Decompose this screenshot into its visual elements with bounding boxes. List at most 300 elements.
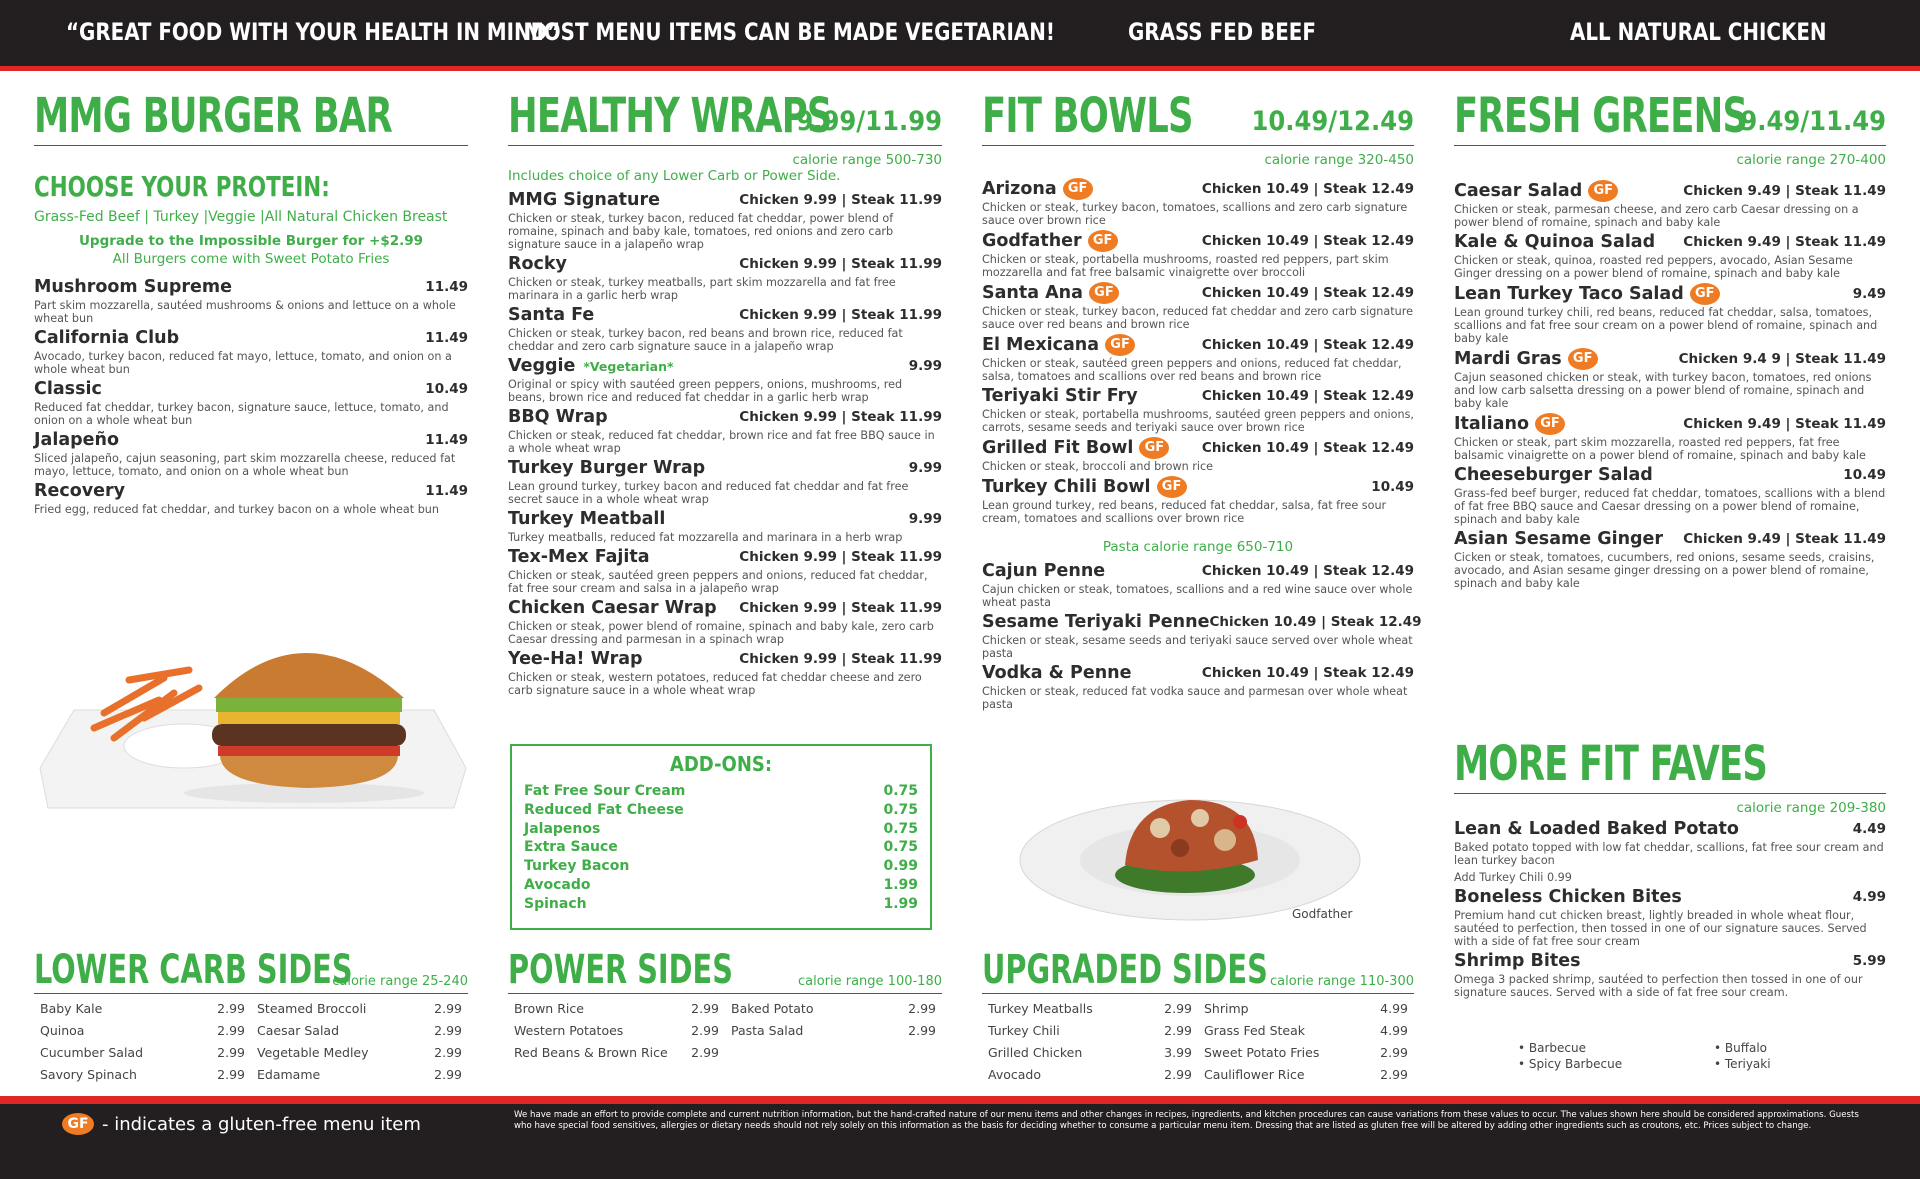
side-item xyxy=(40,1020,245,1042)
side-item xyxy=(1204,1064,1408,1086)
menu-item-price: 11.49 xyxy=(425,483,468,499)
side-item xyxy=(988,1020,1192,1042)
menu-item xyxy=(508,509,942,544)
addon-row xyxy=(524,782,918,801)
side-name: Quinoa xyxy=(40,1023,85,1038)
menu-item-row xyxy=(1454,232,1886,253)
side-price: 4.99 xyxy=(1380,1001,1408,1016)
greens-section xyxy=(1454,88,1886,590)
godfather-bowl-photo xyxy=(1010,770,1390,930)
section-price: 9.99/11.99 xyxy=(796,106,942,137)
menu-item xyxy=(982,386,1414,434)
side-item xyxy=(1204,1042,1408,1064)
section-title: HEALTHY WRAPS xyxy=(508,88,832,144)
menu-item xyxy=(1454,529,1886,590)
menu-item-title: Asian Sesame Ginger xyxy=(1454,529,1664,549)
menu-item-row xyxy=(982,334,1414,356)
pasta-calorie-range: Pasta calorie range 650-710 xyxy=(1102,539,1294,555)
menu-item-price: Chicken 9.49 | Steak 11.49 xyxy=(1683,415,1886,432)
protein-options: Grass-Fed Beef | Turkey |Veggie |All Natural Chicken Breast xyxy=(34,209,448,225)
menu-item-description: Lean ground turkey chili, red beans, reduced fat cheddar, salsa, tomatoes, scallions and fat free sour cream on a power blend of romaine, spinach and baby kale xyxy=(1454,306,1878,345)
menu-item-name xyxy=(982,334,1135,356)
menu-item-description: Chicken or steak, turkey bacon, reduced fat cheddar and zero carb signature sauce over red beans and brown rice xyxy=(982,305,1413,331)
side-name: Western Potatoes xyxy=(514,1023,624,1038)
menu-item-description: Reduced fat cheddar, turkey bacon, signature sauce, lettuce, tomato, and onion on a whole wheat bun xyxy=(34,401,449,427)
menu-item-row xyxy=(1454,413,1886,435)
sides-column xyxy=(251,998,468,1086)
side-price: 4.99 xyxy=(1380,1023,1408,1038)
side-name: Savory Spinach xyxy=(40,1067,137,1082)
addon-name: Avocado xyxy=(524,876,591,893)
side-price: 2.99 xyxy=(691,1023,719,1038)
menu-item-row xyxy=(1454,887,1886,908)
addons-title: ADD-ONS: xyxy=(669,752,773,776)
menu-item xyxy=(1454,232,1886,280)
addon-price: 0.75 xyxy=(883,839,918,856)
menu-item-title: El Mexicana xyxy=(982,334,1100,355)
side-item xyxy=(40,1064,245,1086)
menu-item-title: BBQ Wrap xyxy=(508,407,608,427)
side-name: Avocado xyxy=(988,1067,1041,1082)
addon-price: 1.99 xyxy=(883,895,918,912)
side-name: Grilled Chicken xyxy=(988,1045,1083,1060)
menu-item-row xyxy=(508,190,942,211)
power-sides-section xyxy=(508,946,942,1064)
menu-item-price: Chicken 9.99 | Steak 11.99 xyxy=(739,600,942,616)
menu-item-row xyxy=(508,458,942,479)
menu-item-name xyxy=(982,612,1209,633)
menu-item-price: Chicken 9.99 | Steak 11.99 xyxy=(739,549,942,565)
menu-item-title: Boneless Chicken Bites xyxy=(1454,887,1682,907)
menu-item-row xyxy=(982,230,1414,252)
menu-item-name xyxy=(1454,180,1618,202)
menu-item-title: Italiano xyxy=(1454,413,1529,434)
sauce-list-left xyxy=(1518,1040,1622,1072)
menu-item-name xyxy=(508,547,650,568)
side-name: Pasta Salad xyxy=(731,1023,804,1038)
menu-item-row xyxy=(34,481,468,502)
side-name: Edamame xyxy=(257,1067,321,1082)
side-price: 2.99 xyxy=(434,1045,462,1060)
menu-item xyxy=(1454,180,1886,229)
menu-item-title: Lean Turkey Taco Salad xyxy=(1454,283,1684,304)
top-banner xyxy=(0,0,1920,71)
calorie-range: calorie range 100-180 xyxy=(797,974,942,989)
side-name: Red Beans & Brown Rice xyxy=(514,1045,668,1060)
gluten-free-badge-icon: GF xyxy=(1535,413,1565,435)
side-name: Brown Rice xyxy=(514,1001,584,1016)
menu-item-price: 9.99 xyxy=(908,460,942,476)
menu-item-name xyxy=(34,481,125,502)
menu-item-description: Omega 3 packed shrimp, sautéed to perfection then tossed in one of our signature sauces. Served with a side of fat free sour cream. xyxy=(1454,973,1863,999)
gluten-free-badge-icon: GF xyxy=(1157,476,1187,498)
addons-list xyxy=(524,782,918,914)
side-item xyxy=(988,998,1192,1020)
side-price: 2.99 xyxy=(1164,1001,1192,1016)
gf-legend xyxy=(62,1111,421,1137)
menu-item-row xyxy=(508,305,942,326)
tagline-chicken: ALL NATURAL CHICKEN xyxy=(1570,18,1827,46)
menu-item-title: Teriyaki Stir Fry xyxy=(982,386,1138,406)
menu-item-title: California Club xyxy=(34,328,180,348)
menu-item-row xyxy=(34,430,468,451)
gluten-free-badge-icon: GF xyxy=(1139,437,1169,459)
menu-item xyxy=(508,547,942,595)
menu-item-name xyxy=(1454,951,1581,972)
menu-item-name xyxy=(34,277,232,298)
side-price: 2.99 xyxy=(1380,1045,1408,1060)
sauce-option: • Buffalo xyxy=(1714,1041,1768,1055)
menu-item-price: 10.49 xyxy=(425,381,468,397)
menu-item xyxy=(508,407,942,455)
side-item xyxy=(257,1064,462,1086)
calorie-range: calorie range 25-240 xyxy=(332,974,468,989)
addon-row xyxy=(524,895,918,914)
menu-item xyxy=(982,437,1414,473)
menu-item-row xyxy=(1454,283,1886,305)
side-name: Shrimp xyxy=(1204,1001,1249,1016)
sauce-option: • Spicy Barbecue xyxy=(1518,1057,1623,1071)
menu-item xyxy=(982,178,1414,227)
menu-item-price: 9.49 xyxy=(1852,285,1886,302)
photo-caption: Godfather xyxy=(1292,907,1353,921)
menu-item-title: Grilled Fit Bowl xyxy=(982,437,1134,458)
menu-item-name xyxy=(508,509,665,530)
menu-item xyxy=(34,430,468,478)
menu-item-description: Chicken or steak, turkey bacon, red beans and brown rice, reduced fat cheddar and zero carb signature sauce in a jalapeño wrap xyxy=(508,327,903,353)
menu-item-title: Turkey Meatball xyxy=(508,509,666,529)
menu-item xyxy=(982,663,1414,711)
side-item xyxy=(1204,998,1408,1020)
menu-item-title: Chicken Caesar Wrap xyxy=(508,598,717,618)
menu-item-name xyxy=(34,430,119,451)
side-item xyxy=(731,1020,936,1042)
menu-item-title: Veggie xyxy=(508,356,576,376)
section-title: POWER SIDES xyxy=(508,947,733,993)
addon-row xyxy=(524,801,918,820)
menu-item xyxy=(508,305,942,353)
menu-item-row xyxy=(508,649,942,670)
fit-faves-list xyxy=(1454,819,1886,999)
menu-item-price: 11.49 xyxy=(425,279,468,295)
menu-item-name xyxy=(508,254,567,275)
menu-item xyxy=(508,356,942,404)
menu-item xyxy=(508,598,942,646)
sides-column xyxy=(34,998,251,1086)
menu-item-row xyxy=(508,407,942,428)
section-title: FRESH GREENS xyxy=(1454,88,1748,144)
menu-item-title: MMG Signature xyxy=(508,190,661,210)
menu-item-row xyxy=(982,612,1422,633)
menu-item-description: Chicken or steak, western potatoes, reduced fat cheddar cheese and zero carb signature sauce in a whole wheat wrap xyxy=(508,671,922,697)
menu-item-description: Part skim mozzarella, sautéed mushrooms & onions and lettuce on a whole wheat bun xyxy=(34,299,456,325)
menu-item-row xyxy=(982,386,1414,407)
section-title: LOWER CARB SIDES xyxy=(34,947,353,993)
menu-item-name xyxy=(1454,819,1739,840)
menu-item-price: Chicken 9.99 | Steak 11.99 xyxy=(739,256,942,272)
side-item xyxy=(514,1020,719,1042)
menu-item-name xyxy=(508,458,705,479)
burger-list xyxy=(34,277,468,516)
menu-item xyxy=(1454,413,1886,462)
addon-row xyxy=(524,876,918,895)
addon-name: Spinach xyxy=(524,895,587,912)
menu-item-row xyxy=(508,547,942,568)
gluten-free-badge-icon: GF xyxy=(1089,282,1119,304)
side-name: Caesar Salad xyxy=(257,1023,340,1038)
pasta-list xyxy=(982,561,1422,711)
footer-bar xyxy=(0,1096,1920,1179)
menu-item xyxy=(982,612,1422,660)
burger-photo xyxy=(34,618,470,818)
menu-item-description: Chicken or steak, broccoli and brown rice xyxy=(982,460,1213,473)
menu-item-row xyxy=(982,437,1414,459)
menu-item-row xyxy=(508,509,942,530)
sides-column xyxy=(982,998,1198,1086)
side-name: Baked Potato xyxy=(731,1001,814,1016)
menu-item-row xyxy=(34,277,468,298)
menu-item-price: Chicken 10.49 | Steak 12.49 xyxy=(1201,563,1414,579)
menu-item xyxy=(1454,465,1886,526)
side-name: Turkey Meatballs xyxy=(988,1001,1093,1016)
menu-item-price: 10.49 xyxy=(1371,478,1414,495)
menu-item-description: Chicken or steak, sesame seeds and teriyaki sauce served over whole wheat pasta xyxy=(982,634,1413,660)
gluten-free-badge-icon: GF xyxy=(1088,230,1118,252)
menu-item-name xyxy=(982,178,1093,200)
side-item xyxy=(40,998,245,1020)
menu-item-name xyxy=(982,282,1119,304)
side-price: 2.99 xyxy=(217,1023,245,1038)
menu-item-name xyxy=(508,598,717,619)
upgraded-sides-section xyxy=(982,946,1414,1086)
menu-item-row xyxy=(982,663,1414,684)
menu-item xyxy=(982,561,1414,609)
menu-item-name xyxy=(982,561,1105,582)
section-title: FIT BOWLS xyxy=(982,88,1193,144)
gluten-free-badge-icon: GF xyxy=(1105,334,1135,356)
addon-name: Fat Free Sour Cream xyxy=(524,783,686,799)
menu-item-description: Cajun seasoned chicken or steak, with turkey bacon, tomatoes, red onions and low carb salsetta dressing on a power blend of romaine, spinach and baby kale xyxy=(1454,371,1872,410)
menu-item-row xyxy=(508,356,942,377)
menu-item-description: Lean ground turkey, red beans, reduced fat cheddar, salsa, fat free sour cream, tomatoes and scallions over brown rice xyxy=(982,499,1387,525)
menu-item-price: Chicken 10.49 | Steak 12.49 xyxy=(1201,439,1414,456)
menu-item xyxy=(982,334,1414,383)
section-title: UPGRADED SIDES xyxy=(982,947,1268,993)
wraps-side-note: Includes choice of any Lower Carb or Power Side. xyxy=(508,168,841,184)
fit-faves-section xyxy=(1454,736,1886,999)
menu-item xyxy=(1454,887,1886,948)
menu-item-title: Jalapeño xyxy=(34,430,120,450)
menu-item-description: Chicken or steak, sautéed green peppers and onions, reduced fat cheddar, fat free sour cream and salsa in a jalapeño wrap xyxy=(508,569,928,595)
menu-item-row xyxy=(508,598,942,619)
wraps-section xyxy=(508,88,942,697)
menu-item-title: Lean & Loaded Baked Potato xyxy=(1454,819,1739,839)
addon-price: 0.99 xyxy=(883,858,918,875)
side-item xyxy=(257,1020,462,1042)
side-price: 2.99 xyxy=(434,1001,462,1016)
section-title: MORE FIT FAVES xyxy=(1454,736,1768,792)
menu-item-name xyxy=(508,356,674,377)
menu-item-title: Mushroom Supreme xyxy=(34,277,232,297)
menu-item-row xyxy=(34,379,468,400)
menu-item-row xyxy=(1454,951,1886,972)
side-name: Grass Fed Steak xyxy=(1204,1023,1306,1038)
addon-row xyxy=(524,857,918,876)
menu-item-title: Cajun Penne xyxy=(982,561,1106,581)
menu-item-name xyxy=(1454,283,1720,305)
menu-item-price: 5.99 xyxy=(1852,953,1886,969)
side-price: 2.99 xyxy=(217,1067,245,1082)
menu-item-price: Chicken 9.99 | Steak 11.99 xyxy=(739,651,942,667)
bowls-section xyxy=(982,88,1422,711)
menu-item-price: Chicken 10.49 | Steak 12.49 xyxy=(1201,180,1414,197)
menu-item-row xyxy=(1454,348,1886,370)
side-price: 2.99 xyxy=(908,1023,936,1038)
menu-item-name xyxy=(1454,529,1663,550)
menu-item xyxy=(34,277,468,325)
addon-price: 1.99 xyxy=(883,876,918,893)
tagline-health: “GREAT FOOD WITH YOUR HEALTH IN MIND” xyxy=(66,18,561,46)
menu-item-title: Tex-Mex Fajita xyxy=(508,547,650,567)
turkey-chili-addon-note: Add Turkey Chili 0.99 xyxy=(1454,871,1572,884)
menu-item-description: Premium hand cut chicken breast, lightly breaded in whole wheat flour, sautéed to perfection, then tossed in one of our signature sauces. Served with a side of fat free sour cream xyxy=(1454,909,1867,948)
side-price: 2.99 xyxy=(434,1023,462,1038)
wraps-list xyxy=(508,190,942,697)
lower-carb-sides-section xyxy=(34,946,468,1086)
section-price: 9.49/11.49 xyxy=(1740,106,1886,137)
menu-item-price: Chicken 9.49 | Steak 11.49 xyxy=(1683,234,1886,250)
menu-item-title: Godfather xyxy=(982,230,1082,251)
menu-item-description: Chicken or steak, turkey meatballs, part skim mozzarella and fat free marinara in a garlic herb wrap xyxy=(508,276,896,302)
gf-legend-text: - indicates a gluten-free menu item xyxy=(102,1113,421,1135)
sauce-list-right xyxy=(1714,1040,1771,1072)
side-item xyxy=(1204,1020,1408,1042)
menu-item-description: Cajun chicken or steak, tomatoes, scallions and a red wine sauce over whole wheat pasta xyxy=(982,583,1413,609)
menu-item-price: Chicken 10.49 | Steak 12.49 xyxy=(1201,284,1414,301)
menu-item xyxy=(1454,819,1886,867)
menu-item-price: 11.49 xyxy=(425,432,468,448)
menu-item-title: Rocky xyxy=(508,254,567,274)
menu-item-title: Santa Fe xyxy=(508,305,595,325)
side-price: 2.99 xyxy=(1164,1023,1192,1038)
menu-item xyxy=(508,649,942,697)
menu-item xyxy=(34,481,468,516)
menu-item-title: Turkey Chili Bowl xyxy=(982,476,1151,497)
menu-item-title: Classic xyxy=(34,379,102,399)
menu-item-price: 9.99 xyxy=(908,511,942,527)
side-price: 2.99 xyxy=(1164,1067,1192,1082)
menu-item xyxy=(508,254,942,302)
gluten-free-badge-icon: GF xyxy=(1568,348,1598,370)
menu-item-title: Shrimp Bites xyxy=(1454,951,1581,971)
addon-price: 0.75 xyxy=(883,801,918,818)
menu-item-price: Chicken 10.49 | Steak 12.49 xyxy=(1201,336,1414,353)
side-name: Cucumber Salad xyxy=(40,1045,144,1060)
menu-item-description: Chicken or steak, reduced fat vodka sauce and parmesan over whole wheat pasta xyxy=(982,685,1408,711)
menu-item-name xyxy=(508,649,643,670)
addon-name: Extra Sauce xyxy=(524,839,618,856)
menu-item-description: Chicken or steak, portabella mushrooms, roasted red peppers, part skim mozzarella and fat free balsamic vinaigrette over broccoli xyxy=(982,253,1389,279)
greens-list xyxy=(1454,180,1886,590)
menu-item-name xyxy=(508,407,608,428)
side-item xyxy=(257,998,462,1020)
tagline-vegetarian: MOST MENU ITEMS CAN BE MADE VEGETARIAN! xyxy=(524,18,1055,46)
addons-box xyxy=(510,744,932,930)
menu-item xyxy=(982,230,1414,279)
menu-item-description: Cicken or steak, tomatoes, cucumbers, red onions, sesame seeds, craisins, avocado, and Asian sesame ginger dressing on a power blend of romaine, spinach and baby kale xyxy=(1454,551,1875,590)
menu-item-name xyxy=(1454,413,1565,435)
fries-note: All Burgers come with Sweet Potato Fries xyxy=(112,251,390,267)
menu-item-name xyxy=(1454,465,1653,486)
calorie-range: calorie range 320-450 xyxy=(1264,152,1414,168)
menu-item-description: Turkey meatballs, reduced fat mozzarella and marinara in a herb wrap xyxy=(508,531,903,544)
addon-row xyxy=(524,838,918,857)
menu-item-name xyxy=(982,386,1138,407)
menu-item-price: Chicken 10.49 | Steak 12.49 xyxy=(1201,665,1414,681)
menu-item xyxy=(1454,951,1886,999)
menu-item-name xyxy=(508,305,594,326)
menu-item-price: Chicken 10.49 | Steak 12.49 xyxy=(1201,388,1414,404)
addon-row xyxy=(524,820,918,839)
menu-item-row xyxy=(34,328,468,349)
menu-item-row xyxy=(982,476,1414,498)
menu-item-price: Chicken 9.49 | Steak 11.49 xyxy=(1683,182,1886,199)
menu-item-description: Chicken or steak, reduced fat cheddar, brown rice and fat free BBQ sauce in a whole wheat wrap xyxy=(508,429,935,455)
addon-name: Jalapenos xyxy=(524,820,601,837)
calorie-range: calorie range 500-730 xyxy=(792,152,942,168)
side-item xyxy=(257,1042,462,1064)
addon-price: 0.75 xyxy=(883,820,918,837)
menu-item-title: Cheeseburger Salad xyxy=(1454,465,1653,485)
menu-item-title: Turkey Burger Wrap xyxy=(508,458,706,478)
menu-item-price: Chicken 9.99 | Steak 11.99 xyxy=(739,192,942,208)
side-name: Vegetable Medley xyxy=(257,1045,369,1060)
menu-item-title: Recovery xyxy=(34,481,126,501)
side-price: 3.99 xyxy=(1164,1045,1192,1060)
menu-item-name xyxy=(982,437,1169,459)
menu-item-price: 4.99 xyxy=(1852,889,1886,905)
menu-item xyxy=(34,328,468,376)
menu-item-title: Arizona xyxy=(982,178,1057,199)
menu-item xyxy=(34,379,468,427)
sides-column xyxy=(725,998,942,1064)
menu-item-row xyxy=(1454,465,1886,486)
menu-item-name xyxy=(34,328,179,349)
side-name: Turkey Chili xyxy=(988,1023,1060,1038)
section-price: 10.49/12.49 xyxy=(1251,106,1414,137)
menu-item-price: Chicken 9.49 | Steak 11.49 xyxy=(1683,531,1886,547)
addon-name: Turkey Bacon xyxy=(524,858,630,875)
menu-item-title: Vodka & Penne xyxy=(982,663,1132,683)
addon-name: Reduced Fat Cheese xyxy=(524,801,684,818)
menu-item-description: Chicken or steak, sautéed green peppers and onions, reduced fat cheddar, salsa, tomatoes and scallions over red beans and brown rice xyxy=(982,357,1402,383)
menu-item-name xyxy=(982,230,1118,252)
menu-item-price: Chicken 10.49 | Steak 12.49 xyxy=(1201,232,1414,249)
menu-item-description: Lean ground turkey, turkey bacon and reduced fat cheddar and fat free secret sauce in a whole wheat wrap xyxy=(508,480,909,506)
menu-item-row xyxy=(1454,819,1886,840)
sauce-option: • Barbecue xyxy=(1518,1041,1586,1055)
menu-item-row xyxy=(982,561,1414,582)
menu-item xyxy=(508,190,942,251)
menu-item-row xyxy=(982,282,1414,304)
menu-item-description: Avocado, turkey bacon, reduced fat mayo, lettuce, tomato, and onion on a whole wheat bun xyxy=(34,350,452,376)
side-price: 2.99 xyxy=(217,1001,245,1016)
menu-item-row xyxy=(508,254,942,275)
side-price: 2.99 xyxy=(691,1045,719,1060)
menu-item-title: Mardi Gras xyxy=(1454,348,1562,369)
menu-item-description: Chicken or steak, part skim mozzarella, roasted red peppers, fat free balsamic vinaigrette on a power blend of romaine, spinach and baby kale xyxy=(1454,436,1866,462)
menu-item-description: Original or spicy with sautéed green peppers, onions, mushrooms, red beans, brown rice and reduced fat cheddar in a garlic herb wrap xyxy=(508,378,903,404)
